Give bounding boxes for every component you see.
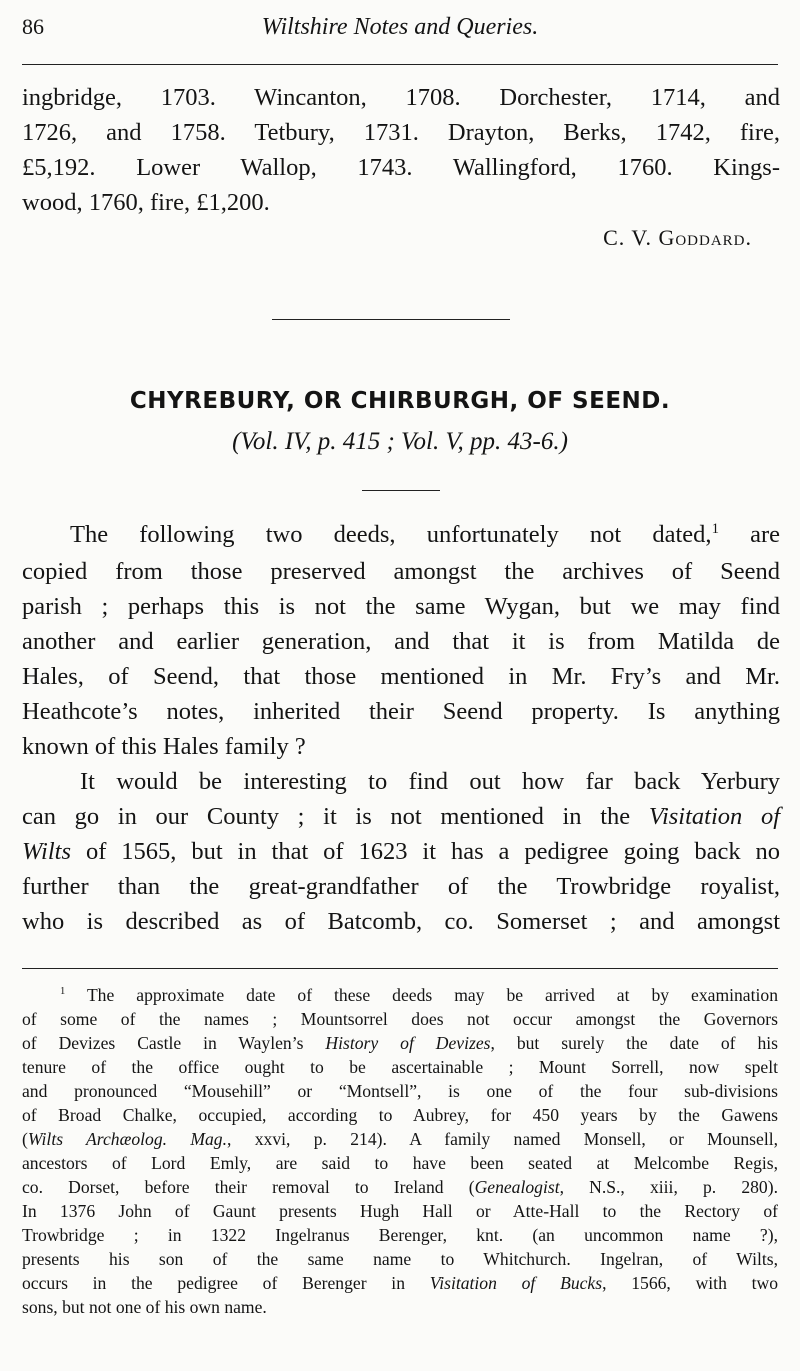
body-italic: Visitation of (648, 803, 780, 830)
footnote-text: , but surely the date of his (490, 1033, 778, 1053)
signature: C. V. Goddard. (603, 225, 752, 250)
body-text: of 1565, but in that of 1623 it has a pedigree going back no (85, 838, 780, 865)
body-line: 1726, and 1758. Tetbury, 1731. Drayton, Berks, 1742, fire, (22, 119, 780, 146)
footnote-reference[interactable]: 1 (711, 520, 719, 537)
footnote-italic: Genealogist (474, 1177, 560, 1197)
body-line: Heathcote’s notes, inherited their Seend property. Is anything (22, 698, 780, 725)
footnote-line: and pronounced “Mousehill” or “Montsell”, is one of the four sub-divisions (22, 1081, 778, 1101)
body-italic: Wilts (22, 838, 72, 865)
footnote-line: presents his son of the same name to Whitchurch. Ingelran, of Wilts, (22, 1249, 778, 1269)
body-line: parish ; perhaps this is not the same Wygan, but we may find (22, 593, 780, 620)
footnote-italic: Visitation of Bucks (429, 1273, 603, 1293)
footnote-rule (22, 968, 778, 969)
footnote-line: sons, but not one of his own name. (22, 1297, 267, 1317)
body-line (70, 521, 780, 549)
body-line: further than the great-grandfather of the Trowbridge royalist, (22, 873, 780, 900)
section-reference: (Vol. IV, p. 415 ; Vol. V, pp. 43-6.) (232, 428, 568, 455)
footnote-marker: 1 (60, 986, 66, 998)
body-line: £5,192. Lower Wallop, 1743. Wallingford, 1760. Kings- (22, 154, 780, 181)
body-text: The following two deeds, unfortunately not dated, (70, 521, 712, 548)
body-line: known of this Hales family ? (22, 733, 306, 760)
footnote-text: co. Dorset, before their removal to Ireland ( (22, 1177, 475, 1197)
footnote-line (22, 1273, 778, 1294)
footnote-line (22, 1129, 778, 1150)
body-line (22, 838, 780, 866)
footnote-text: The approximate date of these deeds may be arrived at by examination (86, 985, 778, 1005)
footnote-text: , 1566, with two (602, 1273, 779, 1293)
section-title: CHYREBURY, OR CHIRBURGH, OF SEEND. (129, 388, 671, 414)
footnote-line: of Broad Chalke, occupied, according to Aubrey, for 450 years by the Gawens (22, 1105, 778, 1125)
body-line: Hales, of Seend, that those mentioned in Mr. Fry’s and Mr. (22, 663, 780, 690)
body-line (22, 803, 780, 831)
running-title: Wiltshire Notes and Queries. (261, 14, 539, 40)
page-number: 86 (22, 14, 44, 39)
footnote-text: occurs in the pedigree of Berenger in (22, 1273, 405, 1293)
footnote-line: ancestors of Lord Emly, are said to have been seated at Melcombe Regis, (22, 1153, 778, 1173)
footnote-line: of some of the names ; Mountsorrel does not occur amongst the Governors (22, 1009, 778, 1029)
body-line: another and earlier generation, and that it is from Matilda de (22, 628, 780, 655)
footnote-text: of Devizes Castle in Waylen’s (22, 1033, 304, 1053)
body-text: can go in our County ; it is not mentioned in the (22, 803, 631, 830)
body-line: It would be interesting to find out how far back Yerbury (80, 768, 780, 795)
title-rule (362, 490, 440, 491)
footnote-italic: Wilts Archæolog. Mag. (27, 1129, 227, 1149)
header-rule (22, 64, 778, 65)
footnote-text: , N.S., xiii, p. 280). (559, 1177, 778, 1197)
footnote-line: Trowbridge ; in 1322 Ingelranus Berenger, knt. (an uncommon name ?), (22, 1225, 778, 1245)
footnote-line (22, 1033, 778, 1054)
body-line: copied from those preserved amongst the archives of Seend (22, 558, 780, 585)
footnote-line: In 1376 John of Gaunt presents Hugh Hall or Atte-Hall to the Rectory of (22, 1201, 778, 1221)
footnote-text: ( (22, 1129, 28, 1149)
body-text: are (718, 521, 780, 548)
footnote-text: , xxvi, p. 214). A family named Monsell, or Mounsell, (227, 1129, 779, 1149)
footnote-line: tenure of the office ought to be ascertainable ; Mount Sorrell, now spelt (22, 1057, 778, 1077)
footnote-line (60, 985, 778, 1006)
body-line: ingbridge, 1703. Wincanton, 1708. Dorchester, 1714, and (22, 84, 780, 111)
section-divider (272, 319, 510, 320)
body-line: who is described as of Batcomb, co. Somerset ; and amongst (22, 908, 780, 935)
body-line: wood, 1760, fire, £1,200. (22, 189, 270, 216)
footnote-line (22, 1177, 778, 1198)
footnote-italic: History of Devizes (325, 1033, 491, 1053)
